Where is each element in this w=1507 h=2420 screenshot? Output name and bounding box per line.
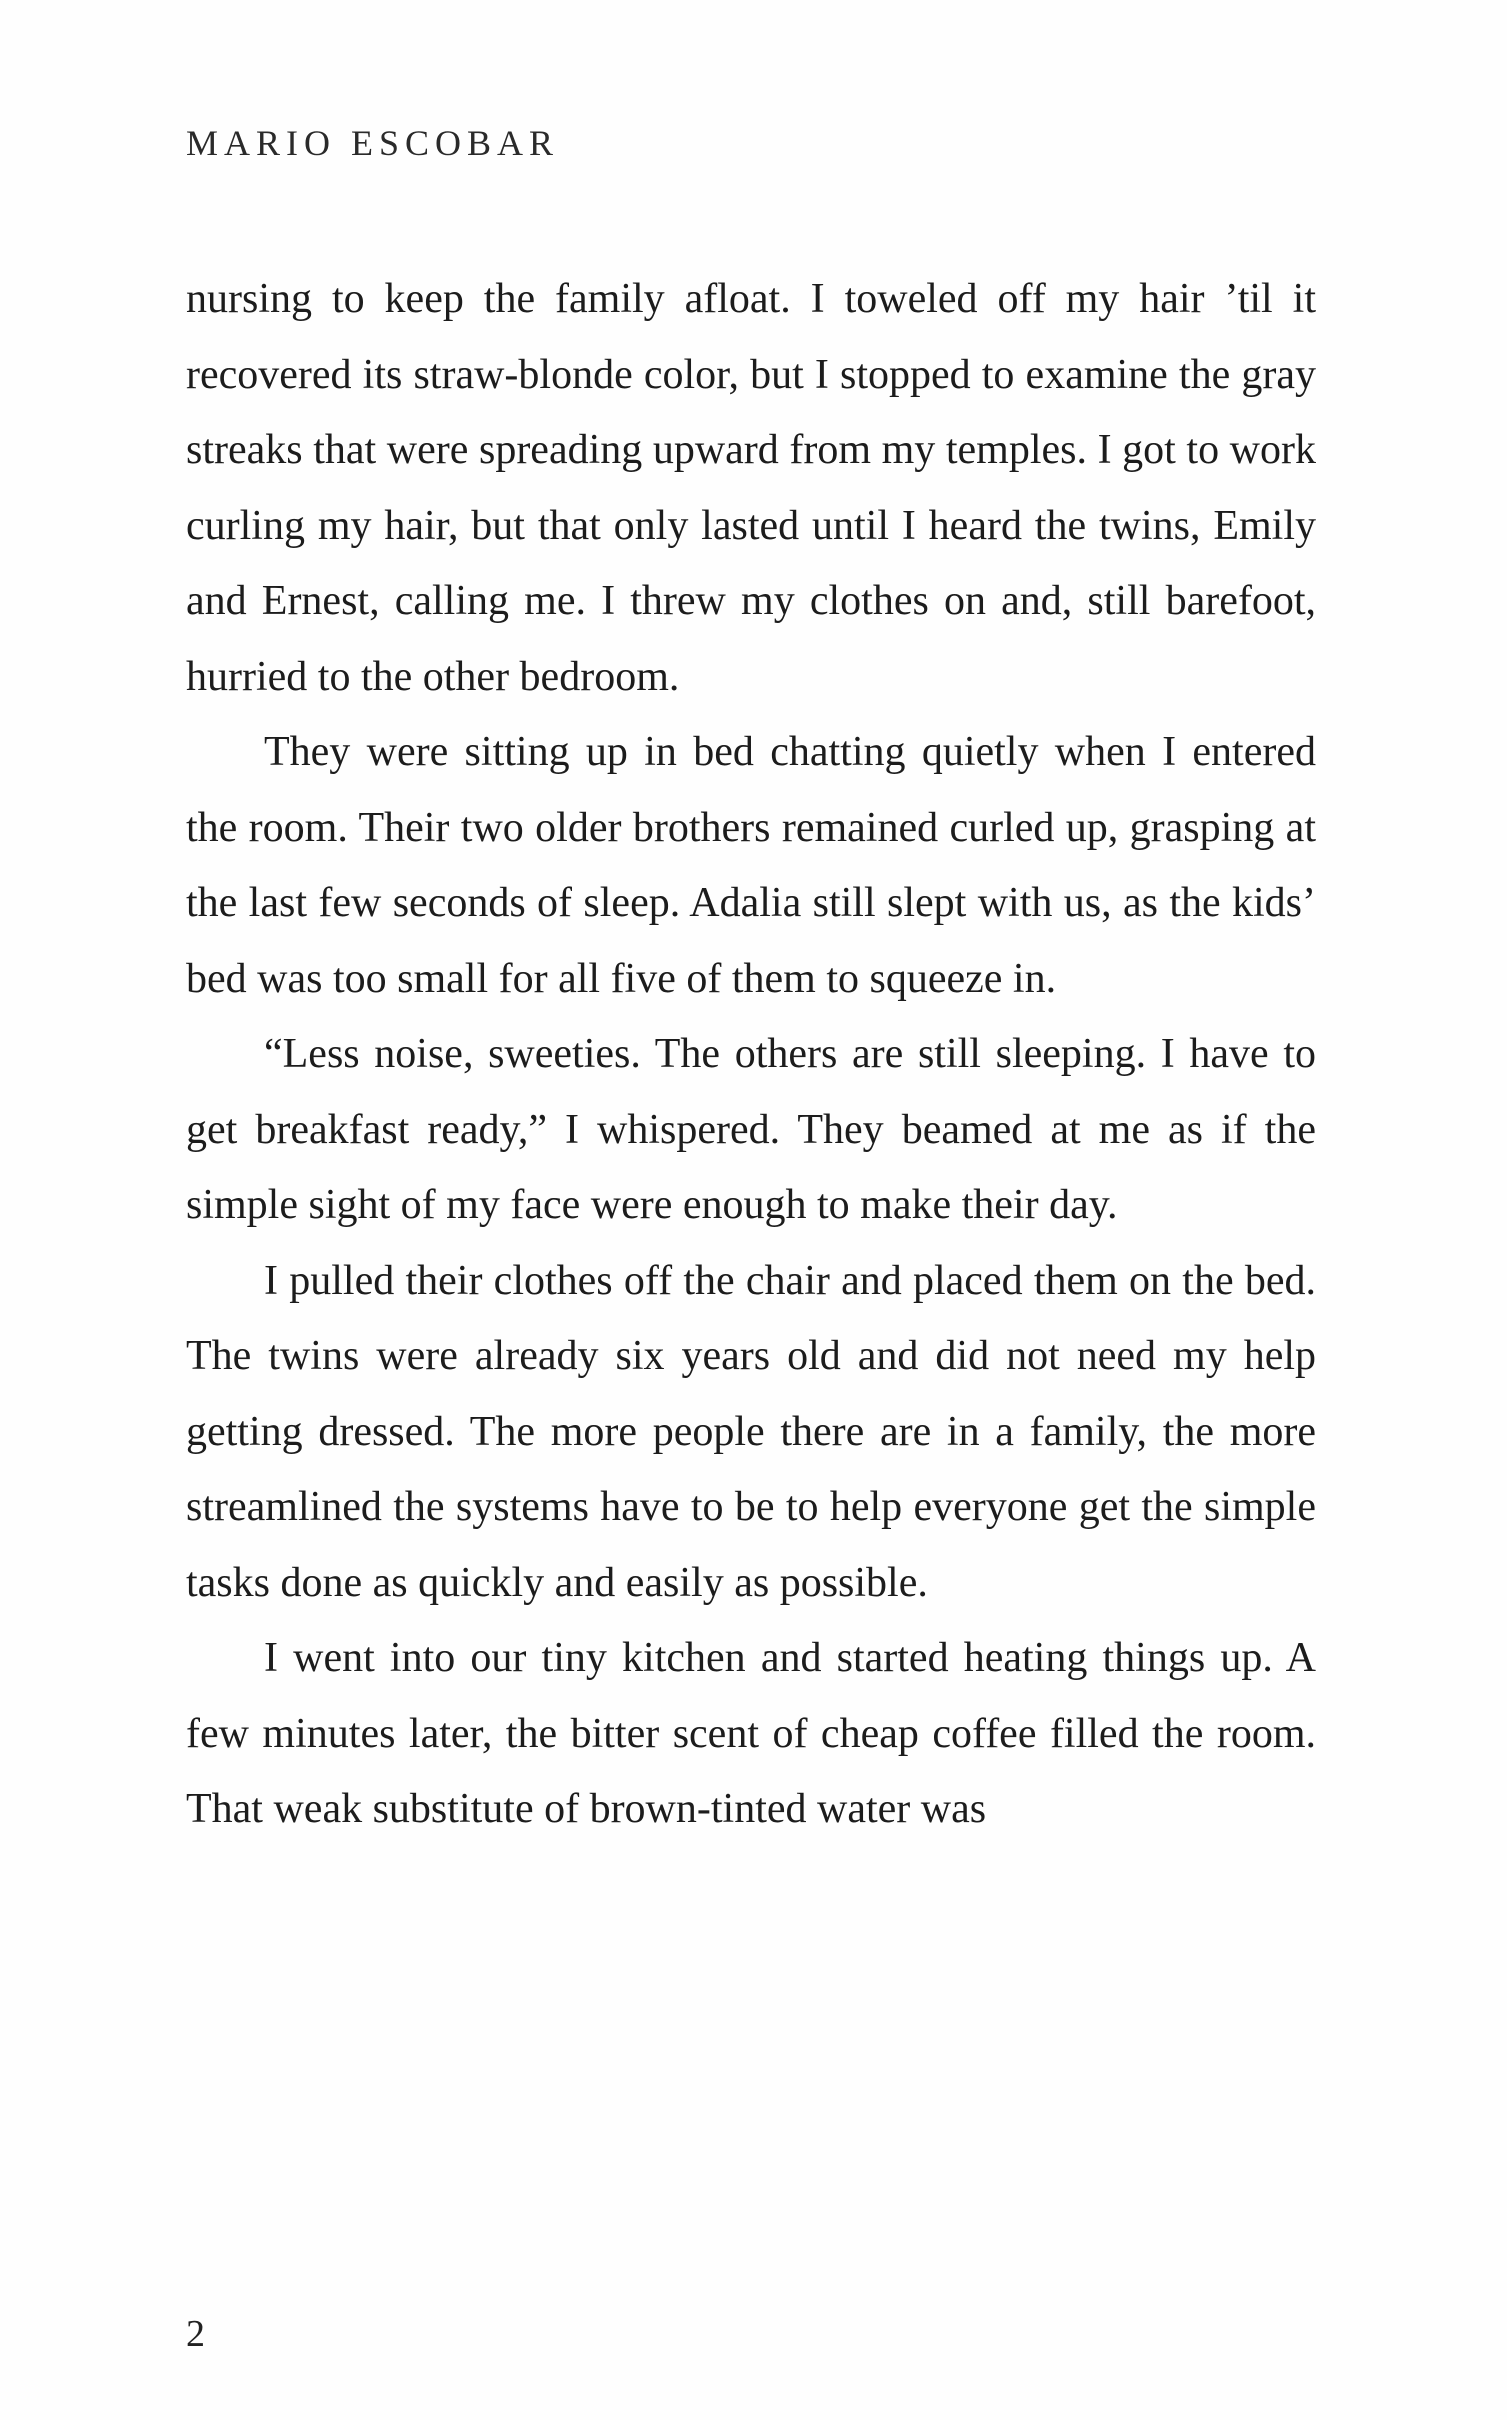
paragraph-5: I went into our tiny kitchen and started heating things up. A few minutes later, the bitter scent of cheap coffee filled the room. That weak substitute of brown-tinted water was — [186, 1635, 1316, 1832]
running-header-author: MARIO ESCOBAR — [186, 123, 560, 163]
page-number: 2 — [186, 2313, 205, 2355]
body-text — [186, 262, 1316, 1848]
paragraph-2: They were sitting up in bed chatting quietly when I entered the room. Their two older brothers remained curled up, grasping at the last few seconds of sleep. Adalia still slept with us, as the kids’ bed was too small for all five of them to squeeze in. — [186, 729, 1316, 1002]
paragraph-3: “Less noise, sweeties. The others are still sleeping. I have to get breakfast ready,” I whispered. They beamed at me as if the simple sight of my face were enough to make their day. — [186, 1031, 1316, 1228]
paragraph-4: I pulled their clothes off the chair and placed them on the bed. The twins were already six years old and did not need my help getting dressed. The more people there are in a family, the more streamlined the systems have to be to help everyone get the simple tasks done as quickly and easily as possible. — [186, 1257, 1316, 1606]
paragraph-1: nursing to keep the family afloat. I toweled off my hair ’til it recovered its straw-blonde color, but I stopped to examine the gray streaks that were spreading upward from my temples. I got to work curling my hair, but that only lasted until I heard the twins, Emily and Ernest, calling me. I threw my clothes on and, still barefoot, hurried to the other bedroom. — [186, 276, 1316, 700]
